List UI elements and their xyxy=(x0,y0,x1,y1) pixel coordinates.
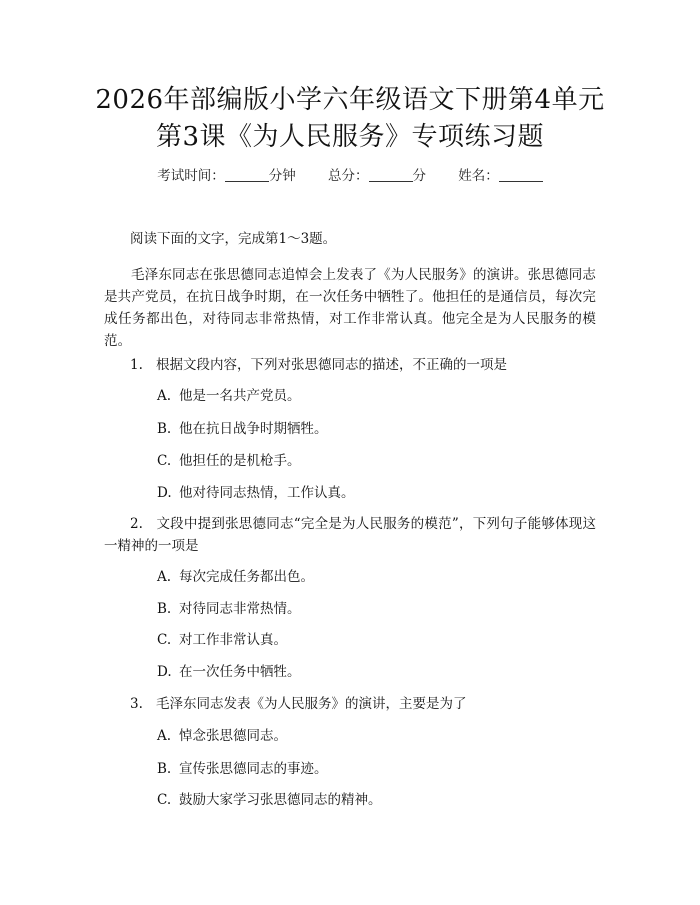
score-blank xyxy=(369,167,413,182)
option-letter: B. xyxy=(157,421,172,437)
option-letter: D. xyxy=(157,664,172,680)
question-stem: 根据文段内容，下列对张思德同志的描述，不正确的一项是 xyxy=(156,357,507,373)
question-3 xyxy=(130,693,467,715)
time-label: 考试时间： xyxy=(157,168,225,184)
option-1b xyxy=(157,418,328,440)
option-1c xyxy=(157,450,301,472)
question-number: 3. xyxy=(130,696,143,712)
option-text: 他在抗日战争时期牺牲。 xyxy=(179,421,328,437)
option-text: 他对待同志热情，工作认真。 xyxy=(179,485,355,501)
option-letter: B. xyxy=(157,601,172,617)
title-line-1: 2026年部编版小学六年级语文下册第4单元 xyxy=(95,85,605,115)
option-3b xyxy=(157,758,328,780)
option-text: 在一次任务中牺牲。 xyxy=(179,664,301,680)
option-letter: A. xyxy=(157,728,172,744)
question-1 xyxy=(130,354,507,376)
reading-passage: 毛泽东同志在张思德同志追悼会上发表了《为人民服务》的演讲。张思德同志是共产党员，在抗日战争时期，在一次任务中牺牲了。他担任的是通信员，每次完成任务都出色，对待同志非常热情，对工作非常认真。他完全是为人民服务的模范。 xyxy=(104,267,596,349)
name-label: 姓名： xyxy=(458,168,499,184)
option-text: 对工作非常认真。 xyxy=(179,632,287,648)
score-field xyxy=(328,166,426,186)
score-label: 总分： xyxy=(328,168,369,184)
option-letter: C. xyxy=(157,792,172,808)
option-2d xyxy=(157,661,301,683)
time-blank xyxy=(225,167,269,182)
option-letter: B. xyxy=(157,761,172,777)
name-field xyxy=(458,166,543,186)
option-3a xyxy=(157,725,287,747)
option-letter: D. xyxy=(157,485,172,501)
score-unit: 分 xyxy=(412,168,426,184)
option-letter: C. xyxy=(157,632,172,648)
option-2c xyxy=(157,629,287,651)
question-2 xyxy=(104,513,596,557)
option-letter: A. xyxy=(157,569,172,585)
option-letter: A. xyxy=(157,388,172,404)
time-unit: 分钟 xyxy=(268,168,296,184)
option-2a xyxy=(157,566,314,588)
question-number: 2. xyxy=(130,516,143,532)
exam-meta xyxy=(0,166,700,186)
option-letter: C. xyxy=(157,453,172,469)
option-text: 他担任的是机枪手。 xyxy=(179,453,301,469)
question-stem: 毛泽东同志发表《为人民服务》的演讲，主要是为了 xyxy=(156,696,467,712)
option-text: 他是一名共产党员。 xyxy=(179,388,301,404)
option-text: 鼓励大家学习张思德同志的精神。 xyxy=(179,792,382,808)
option-3c xyxy=(157,789,382,811)
option-2b xyxy=(157,598,301,620)
option-1a xyxy=(157,385,301,407)
option-text: 对待同志非常热情。 xyxy=(179,601,301,617)
option-text: 宣传张思德同志的事迹。 xyxy=(179,761,328,777)
name-blank xyxy=(499,167,543,182)
option-text: 悼念张思德同志。 xyxy=(179,728,287,744)
title-line-2: 第3课《为人民服务》专项练习题 xyxy=(155,122,545,152)
option-text: 每次完成任务都出色。 xyxy=(179,569,314,585)
time-field xyxy=(157,166,296,186)
question-stem: 文段中提到张思德同志“完全是为人民服务的模范”，下列句子能够体现这一精神的一项是 xyxy=(104,516,596,554)
instruction-text: 阅读下面的文字，完成第1～3题。 xyxy=(130,231,337,247)
question-number: 1. xyxy=(130,357,143,373)
option-1d xyxy=(157,482,355,504)
